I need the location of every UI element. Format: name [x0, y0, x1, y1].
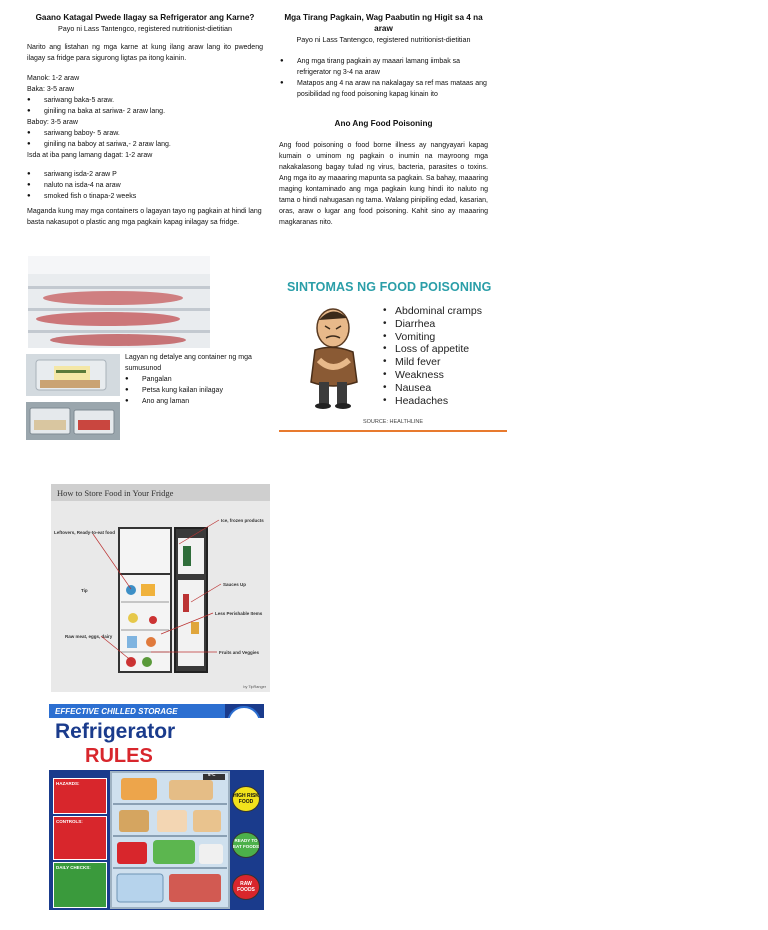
list-item: ● naluto na isda-4 na araw [27, 180, 263, 191]
containers-text: Maganda kung may mga containers o lagayan tayo ng pagkain at hindi lang basta nakasupot o plastic ang mga pagkain kapag inilagay sa fridge. [27, 208, 262, 226]
list-item: ● Matapos ang 4 na araw na nakalagay sa ref mas mataas ang posibilidad ng food poisoning kapag kinain ito [280, 78, 488, 100]
symptoms-title: SINTOMAS NG FOOD POISONING [287, 280, 492, 294]
isda-list [27, 169, 263, 202]
baboy-line: Baboy: 3-5 araw [27, 119, 78, 126]
daily-checks-box [53, 862, 107, 908]
list-item: ● Ano ang laman [125, 396, 267, 407]
list-item: ● giniling na baboy at sariwa,- 2 araw lang. [27, 139, 263, 150]
temp-display: 5°C [208, 772, 216, 777]
hazards-box [53, 778, 107, 814]
list-item: • Vomiting [383, 331, 482, 344]
list-item: ● sariwang baka-5 araw. [27, 95, 263, 106]
fridge-shelves-illustration [109, 770, 231, 910]
poster-title: Refrigerator [55, 720, 176, 743]
right-title: Mga Tirang Pagkain, Wag Paabutin ng Higit sa 4 na araw [284, 13, 483, 33]
refrigerator-rules-poster [49, 704, 264, 910]
list-item: • Loss of appetite [383, 343, 482, 356]
symptoms-source: SOURCE: HEALTHLINE [362, 419, 424, 425]
list-item: ● Petsa kung kailan inilagay [125, 385, 267, 396]
left-intro: Narito ang listahan ng mga karne at kung ilang araw lang ito pwedeng ilagay sa fridge para sigurong ligtas pa itong kainin. [27, 44, 263, 62]
label-raw: Raw meat, eggs, dairy [65, 634, 113, 639]
list-item: • Weakness [383, 369, 482, 382]
meat-fridge-photo [28, 256, 210, 348]
sick-person-icon [299, 300, 371, 410]
right-byline: Payo ni Lass Tantengco, registered nutritionist-dietitian [296, 35, 471, 44]
list-item: • Abdominal cramps [383, 305, 482, 318]
baka-list [27, 95, 263, 117]
leftovers-list [280, 56, 488, 100]
label-fruits: Fruits and Veggies [219, 650, 260, 655]
fridge-storage-infographic [51, 484, 270, 692]
poster-banner: EFFECTIVE CHILLED STORAGE [55, 707, 178, 716]
controls-label: CONTROLS: [56, 819, 83, 824]
hazards-label: HAZARDS: [56, 781, 80, 786]
label-details [125, 352, 267, 407]
label-ice: Ice, frozen products [221, 518, 264, 523]
label-sauces: Sauces Up [223, 582, 247, 587]
list-item: ● sariwang baboy- 5 araw. [27, 128, 263, 139]
raw-foods-tag: RAW FOODS [232, 874, 260, 900]
infographic-credit: by TipRanger [243, 685, 266, 689]
stacked-container-photo [26, 402, 120, 440]
ready-to-eat-tag: READY TO EAT FOODS [232, 832, 260, 858]
left-byline: Payo ni Lass Tantengco, registered nutritionist-dietitian [57, 24, 233, 33]
list-item: • Diarrhea [383, 318, 482, 331]
left-title: Gaano Katagal Pwede Ilagay sa Refrigerator ang Karne? [35, 13, 255, 22]
callout-lines [51, 484, 270, 692]
label-less: Less Perishable Items [215, 611, 263, 616]
high-risk-tag: HIGH RISK FOOD [232, 786, 260, 812]
list-item: • Headaches [383, 395, 482, 408]
label-leftovers: Leftovers, Ready-to-eat food [54, 530, 116, 535]
labeled-container-photo [26, 354, 120, 396]
manok-line: Manok: 1-2 araw [27, 75, 80, 82]
list-item: • Nausea [383, 382, 482, 395]
list-item: ● Pangalan [125, 374, 267, 385]
symptoms-infographic [279, 276, 507, 434]
list-item: ● sariwang isda-2 araw P [27, 169, 263, 180]
label-intro: Lagyan ng detalye ang container ng mga sumusunod [125, 354, 252, 372]
list-item: ● giniling na baka at sariwa- 2 araw lang. [27, 106, 263, 117]
list-item: ● smoked fish o tinapa-2 weeks [27, 191, 263, 202]
isda-line: Isda at iba pang lamang dagat: 1-2 araw [27, 152, 153, 159]
list-item: • Mild fever [383, 356, 482, 369]
daily-label: DAILY CHECKS: [56, 865, 91, 870]
label-list [125, 374, 267, 407]
infographic-title: How to Store Food in Your Fridge [57, 488, 174, 498]
orange-divider [279, 430, 507, 432]
fp-text: Ang food poisoning o food borne illness ay nangyayari kapag kumain o uminom ng pagkain o inumin na mayroong mga nakakalasong bagay tulad ng virus, bacteria, parasites o toxins. Ang mga ito ay maaaring mapunta sa pagkain. Sa bahay, maaaring maging kontaminado ang mga pagkain kung hindi ito naluto ng tama o hindi nahugasan ng tama. Walang pinipiling edad, kasarian, oras, araw o lugar ang food poisoning. Kahit sino ay maaaring magkaranas nito. [279, 142, 488, 226]
controls-box [53, 816, 107, 860]
list-item: ● Ang mga tirang pagkain ay maaari lamang iimbak sa refrigerator ng 3-4 na araw [280, 56, 488, 78]
symptoms-list [383, 305, 482, 407]
label-tip: Tip [81, 588, 88, 593]
poster-title-rules: RULES [85, 745, 153, 767]
baboy-list [27, 128, 263, 150]
meat-list [27, 73, 263, 202]
fp-heading: Ano Ang Food Poisoning [334, 119, 433, 128]
baka-line: Baka: 3-5 araw [27, 86, 75, 93]
